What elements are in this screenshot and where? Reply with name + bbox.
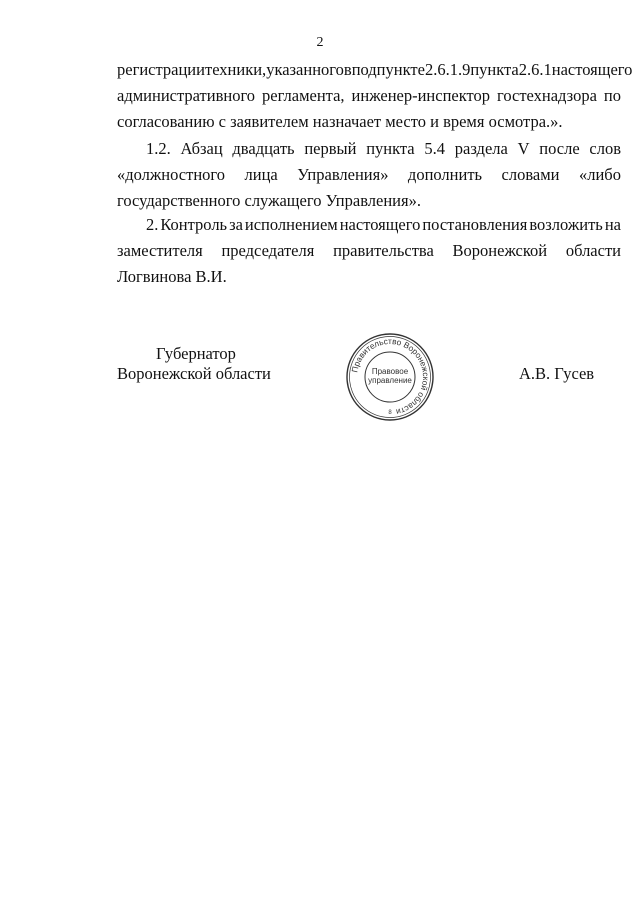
- paragraph-2-line-1: [117, 136, 621, 162]
- paragraph-3-line-2: [117, 238, 621, 264]
- paragraph-1-line-2: [117, 83, 621, 109]
- paragraph-2-line-3: государственного служащего Управления».: [117, 191, 421, 210]
- word: указанного: [266, 60, 344, 79]
- word: словами: [501, 165, 560, 184]
- signatory-name: А.В. Гусев: [519, 364, 595, 383]
- signatory-title: [117, 344, 271, 384]
- word: Контроль: [160, 215, 228, 234]
- word: после: [539, 139, 580, 158]
- word: V: [517, 139, 530, 158]
- page-number: 2: [316, 35, 324, 50]
- word: Абзац: [180, 139, 223, 158]
- word: 2.6.1: [518, 60, 552, 79]
- word: регламента,: [262, 86, 345, 105]
- word: области: [565, 241, 621, 260]
- word: регистрации: [117, 60, 205, 79]
- paragraph-3-line-1: [117, 212, 621, 238]
- word: исполнением: [244, 215, 338, 234]
- official-stamp: [345, 332, 435, 422]
- word: заместителя: [117, 241, 203, 260]
- paragraph-1-line-1: [117, 57, 633, 83]
- word: возложить: [529, 215, 603, 234]
- word: гостехнадзора: [497, 86, 597, 105]
- word: пункта: [366, 139, 415, 158]
- word: дополнить: [407, 165, 483, 184]
- word: настоящего: [339, 215, 421, 234]
- word: на: [604, 215, 621, 234]
- stamp-center-line-1: Правовое: [371, 367, 409, 376]
- word: председателя: [221, 241, 315, 260]
- word: в: [343, 60, 352, 79]
- word: «должностного: [117, 165, 226, 184]
- word: «либо: [578, 165, 621, 184]
- paragraph-2-line-2: [117, 162, 621, 188]
- word: подпункте: [351, 60, 425, 79]
- word: 5.4: [424, 139, 446, 158]
- word: постановления: [422, 215, 528, 234]
- word: первый: [304, 139, 357, 158]
- word: 2.: [146, 215, 159, 234]
- document-body: [117, 57, 633, 135]
- word: пункта: [470, 60, 519, 79]
- word: правительства: [333, 241, 434, 260]
- word: административного: [117, 86, 256, 105]
- paragraph-1-line-3: согласованию с заявителем назначает место и время осмотра.».: [117, 112, 563, 131]
- document-body-paragraph-3: [117, 212, 621, 290]
- word: техники,: [204, 60, 267, 79]
- word: по: [603, 86, 621, 105]
- word: слов: [589, 139, 621, 158]
- word: двадцать: [232, 139, 295, 158]
- word: лица: [244, 165, 278, 184]
- signatory-title-line-1: Губернатор: [156, 344, 236, 363]
- signatory-title-line-2: Воронежской области: [117, 364, 271, 383]
- paragraph-3-line-3: Логвинова В.И.: [117, 267, 227, 286]
- word: 1.2.: [146, 139, 171, 158]
- word: за: [229, 215, 243, 234]
- document-body-paragraph-2: [117, 136, 621, 214]
- word: 2.6.1.9: [424, 60, 471, 79]
- stamp-center-line-2: управление: [368, 376, 412, 385]
- word: раздела: [454, 139, 508, 158]
- word: Управления»: [297, 165, 389, 184]
- stamp-mark: 8: [388, 410, 392, 416]
- word: Воронежской: [452, 241, 548, 260]
- word: инженер-инспектор: [351, 86, 491, 105]
- stamp-ring-text: Правительство Воронежской области: [349, 335, 432, 418]
- word: настоящего: [551, 60, 633, 79]
